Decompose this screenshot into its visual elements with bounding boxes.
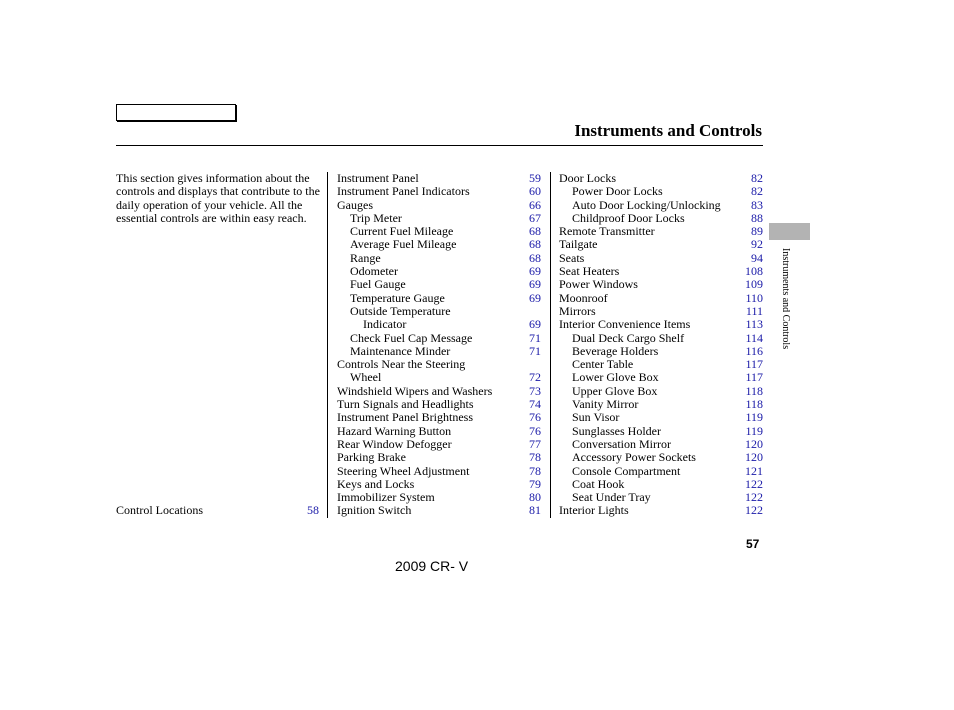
toc-page-link[interactable]: 69 (529, 264, 541, 279)
toc-entry[interactable] (337, 172, 541, 185)
toc-page-link[interactable]: 78 (529, 450, 541, 465)
toc-entry-label: Instrument Panel Brightness (337, 410, 473, 425)
section-tab-label: Instruments and Controls (780, 248, 791, 350)
toc-entry-label: Parking Brake (337, 450, 406, 465)
toc-page-link[interactable]: 113 (745, 317, 763, 332)
toc-entry[interactable] (559, 451, 763, 464)
toc-entry[interactable] (559, 292, 763, 305)
toc-page-link[interactable]: 119 (745, 410, 763, 425)
toc-page-link[interactable]: 89 (751, 224, 763, 239)
toc-entry[interactable] (559, 465, 763, 478)
toc-entry[interactable] (337, 345, 541, 358)
toc-page-link[interactable]: 73 (529, 383, 541, 398)
title-rule (116, 145, 763, 146)
toc-entry[interactable] (337, 225, 541, 238)
toc-entry-label: Vanity Mirror (572, 397, 639, 412)
toc-entry[interactable] (559, 318, 763, 331)
toc-entry[interactable] (337, 212, 541, 225)
toc-page-link[interactable]: 60 (529, 184, 541, 199)
toc-entry-label: Hazard Warning Button (337, 423, 452, 438)
toc-entry[interactable] (559, 265, 763, 278)
toc-entry-label: Turn Signals and Headlights (337, 397, 474, 412)
toc-page-link[interactable]: 116 (745, 343, 763, 358)
toc-entry-label: Seat Heaters (559, 264, 620, 279)
toc-entry[interactable] (337, 318, 541, 331)
toc-page-link[interactable]: 88 (751, 210, 763, 225)
toc-entry[interactable] (337, 199, 541, 212)
footer-model: 2009 CR- V (395, 558, 469, 574)
toc-entry-label: Immobilizer System (337, 490, 435, 505)
toc-entry-label: Auto Door Locking/Unlocking (572, 197, 721, 212)
toc-entry-control-locations[interactable] (116, 504, 319, 517)
toc-entry-label: Odometer (350, 264, 398, 279)
toc-entry[interactable] (337, 491, 541, 504)
toc-page-link[interactable]: 76 (529, 410, 541, 425)
toc-entry[interactable] (559, 278, 763, 291)
toc-page-link[interactable]: 120 (745, 436, 763, 451)
toc-entry-label: Seat Under Tray (572, 490, 651, 505)
toc-page-link[interactable]: 117 (745, 370, 763, 385)
toc-entry-label: Beverage Holders (572, 343, 659, 358)
toc-entry[interactable] (559, 225, 763, 238)
toc-page-link[interactable]: 117 (745, 357, 763, 372)
toc-entry-label: Conversation Mirror (572, 436, 671, 451)
toc-entry-label: Power Windows (559, 277, 638, 292)
toc-entry-label: Coat Hook (572, 476, 625, 491)
toc-page-link[interactable]: 69 (529, 277, 541, 292)
toc-page-link[interactable]: 81 (529, 503, 541, 518)
toc-page-link[interactable]: 122 (745, 476, 763, 491)
toc-entry[interactable] (559, 438, 763, 451)
page-number: 57 (746, 537, 760, 551)
toc-page-link[interactable]: 68 (529, 237, 541, 252)
toc-entry[interactable] (559, 478, 763, 491)
toc-entry-label: Interior Lights (559, 503, 629, 518)
toc-entry-label: Ignition Switch (337, 503, 412, 518)
toc-page-link[interactable]: 58 (307, 503, 319, 517)
toc-entry-label: Accessory Power Sockets (572, 450, 696, 465)
toc-page-link[interactable]: 118 (745, 383, 763, 398)
page-title: Instruments and Controls (574, 121, 762, 140)
toc-entry[interactable] (559, 238, 763, 251)
toc-entry[interactable] (337, 292, 541, 305)
toc-entry[interactable] (559, 358, 763, 371)
toc-entry[interactable] (337, 438, 541, 451)
toc-entry[interactable] (559, 425, 763, 438)
toc-entry-label: Interior Convenience Items (559, 317, 691, 332)
column-divider (550, 172, 551, 518)
toc-entry[interactable] (559, 305, 763, 318)
toc-entry[interactable] (337, 371, 541, 384)
toc-page-link[interactable]: 110 (745, 290, 763, 305)
toc-page-link[interactable]: 108 (745, 264, 763, 279)
toc-page-link[interactable]: 83 (751, 197, 763, 212)
toc-page-link[interactable]: 71 (529, 330, 541, 345)
toc-entry[interactable] (337, 185, 541, 198)
toc-entry[interactable] (559, 332, 763, 345)
toc-page-link[interactable]: 119 (745, 423, 763, 438)
toc-page-link[interactable]: 68 (529, 224, 541, 239)
toc-entry-label: Dual Deck Cargo Shelf (572, 330, 685, 345)
toc-entry[interactable] (337, 451, 541, 464)
toc-page-link[interactable]: 76 (529, 423, 541, 438)
toc-entry[interactable] (337, 238, 541, 251)
toc-entry[interactable] (559, 172, 763, 185)
toc-page-link[interactable]: 72 (529, 370, 541, 385)
section-tab[interactable] (769, 223, 810, 240)
toc-entry-label: Current Fuel Mileage (350, 224, 454, 239)
toc-entry[interactable] (559, 345, 763, 358)
toc-column-2 (559, 172, 763, 518)
column-divider (327, 172, 328, 518)
toc-entry-label: Sun Visor (572, 410, 620, 425)
toc-entry[interactable] (337, 478, 541, 491)
toc-page-link[interactable]: 71 (529, 343, 541, 358)
toc-entry-label: Childproof Door Locks (572, 210, 685, 225)
toc-page-link[interactable]: 82 (751, 171, 763, 185)
toc-page-link[interactable]: 80 (529, 490, 541, 505)
toc-page-link[interactable]: 111 (745, 303, 763, 318)
toc-entry-label: Wheel (350, 370, 382, 385)
toc-entry-label: Maintenance Minder (350, 343, 451, 358)
toc-page-link[interactable]: 114 (745, 330, 763, 345)
toc-entry-label: Tailgate (559, 237, 598, 252)
toc-page-link[interactable]: 121 (745, 463, 763, 478)
toc-entry-label: Instrument Panel (337, 171, 419, 185)
intro-entry[interactable] (116, 504, 319, 517)
toc-entry[interactable] (559, 504, 763, 517)
toc-entry[interactable] (337, 385, 541, 398)
toc-page-link[interactable]: 92 (751, 237, 763, 252)
toc-entry-label: Indicator (363, 317, 407, 332)
toc-entry-label: Instrument Panel Indicators (337, 184, 470, 199)
toc-entry[interactable] (559, 252, 763, 265)
toc-entry[interactable] (559, 371, 763, 384)
toc-entry-label: Steering Wheel Adjustment (337, 463, 470, 478)
toc-entry[interactable] (337, 332, 541, 345)
toc-entry-label: Control Locations (116, 503, 203, 517)
toc-entry-label: Range (350, 250, 381, 265)
toc-entry-label: Lower Glove Box (572, 370, 659, 385)
toc-entry-label: Fuel Gauge (350, 277, 406, 292)
toc-entry-label: Check Fuel Cap Message (350, 330, 473, 345)
toc-entry (337, 305, 541, 318)
toc-entry[interactable] (337, 398, 541, 411)
toc-entry[interactable] (559, 411, 763, 424)
toc-entry-label: Rear Window Defogger (337, 436, 452, 451)
toc-entry[interactable] (337, 265, 541, 278)
toc-page-link[interactable]: 74 (529, 397, 541, 412)
toc-entry[interactable] (559, 199, 763, 212)
toc-entry[interactable] (337, 465, 541, 478)
toc-page-link[interactable]: 67 (529, 210, 541, 225)
nav-box[interactable] (116, 104, 236, 121)
toc-entry[interactable] (337, 252, 541, 265)
toc-page-link[interactable]: 68 (529, 250, 541, 265)
toc-entry-label: Average Fuel Mileage (350, 237, 457, 252)
toc-entry[interactable] (559, 398, 763, 411)
toc-entry[interactable] (559, 491, 763, 504)
toc-page-link[interactable]: 77 (529, 436, 541, 451)
toc-entry-label: Controls Near the Steering (337, 357, 466, 372)
toc-entry[interactable] (337, 278, 541, 291)
toc-entry-label: Keys and Locks (337, 476, 415, 491)
toc-page-link[interactable]: 69 (529, 290, 541, 305)
toc-entry-label: Upper Glove Box (572, 383, 658, 398)
toc-page-link[interactable]: 66 (529, 197, 541, 212)
toc-page-link[interactable]: 78 (529, 463, 541, 478)
toc-page-link[interactable]: 122 (745, 490, 763, 505)
toc-entry-label: Power Door Locks (572, 184, 663, 199)
toc-page-link[interactable]: 94 (751, 250, 763, 265)
toc-entry-label: Center Table (572, 357, 634, 372)
toc-entry-label: Outside Temperature (350, 303, 451, 318)
toc-column-1 (337, 172, 541, 518)
toc-page-link[interactable]: 122 (745, 503, 763, 518)
toc-entry[interactable] (559, 385, 763, 398)
toc-entry (337, 358, 541, 371)
toc-entry-label: Moonroof (559, 290, 608, 305)
toc-entry[interactable] (337, 425, 541, 438)
toc-entry[interactable] (337, 504, 541, 517)
toc-entry-label: Remote Transmitter (559, 224, 655, 239)
toc-entry-label: Gauges (337, 197, 373, 212)
toc-page-link[interactable]: 59 (529, 171, 541, 185)
toc-page-link[interactable]: 82 (751, 184, 763, 199)
toc-page-link[interactable]: 118 (745, 397, 763, 412)
toc-entry[interactable] (559, 185, 763, 198)
toc-entry-label: Door Locks (559, 171, 616, 185)
toc-entry-label: Console Compartment (572, 463, 681, 478)
toc-entry-label: Temperature Gauge (350, 290, 445, 305)
toc-entry[interactable] (559, 212, 763, 225)
toc-page-link[interactable]: 69 (529, 317, 541, 332)
toc-entry-label: Trip Meter (350, 210, 402, 225)
intro-paragraph: This section gives information about the controls and displays that contribute to the daily operation of your vehicle. All the essential controls are within easy reach. (116, 171, 320, 226)
toc-entry-label: Windshield Wipers and Washers (337, 383, 493, 398)
toc-entry-label: Sunglasses Holder (572, 423, 661, 438)
toc-entry[interactable] (337, 411, 541, 424)
toc-page-link[interactable]: 120 (745, 450, 763, 465)
toc-page-link[interactable]: 109 (745, 277, 763, 292)
toc-page-link[interactable]: 79 (529, 476, 541, 491)
toc-entry-label: Seats (559, 250, 585, 265)
toc-entry-label: Mirrors (559, 303, 596, 318)
